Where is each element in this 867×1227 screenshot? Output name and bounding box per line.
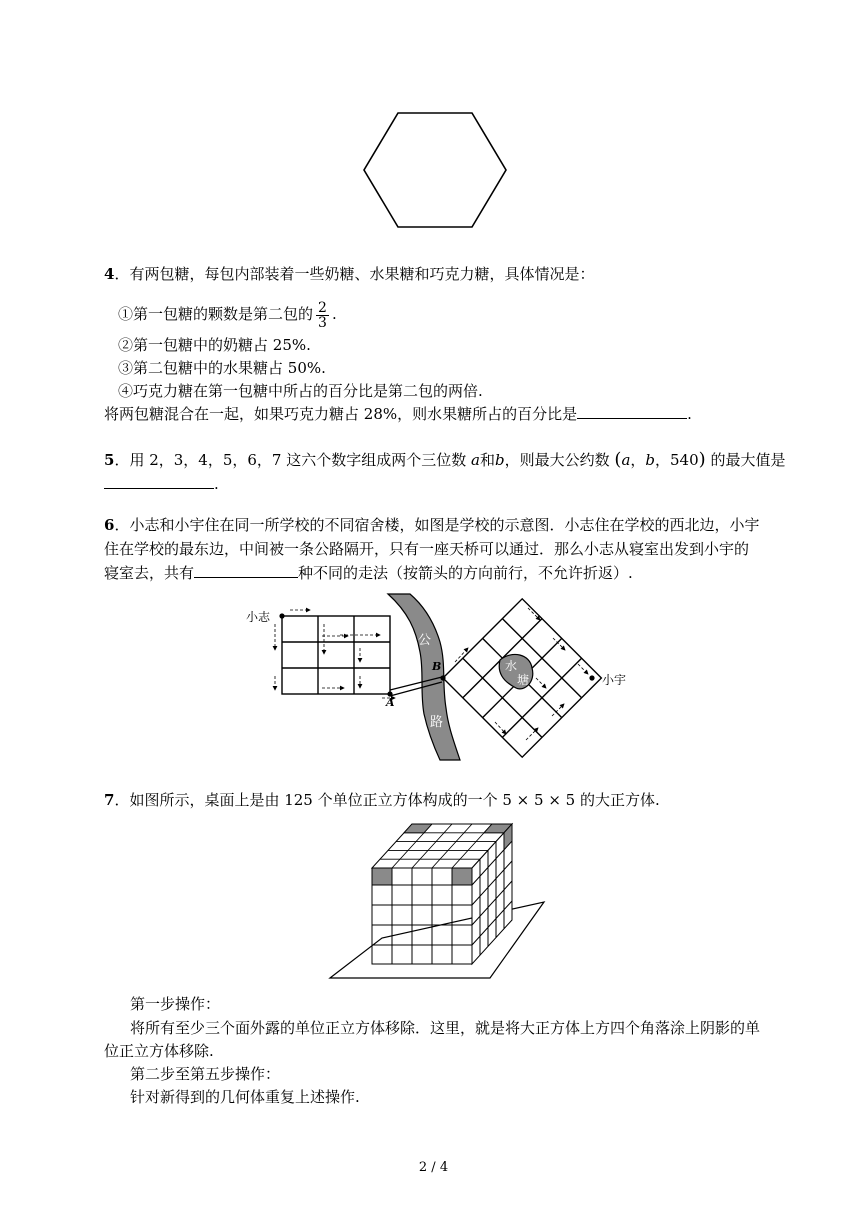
label-point-b: B <box>432 660 442 673</box>
q4-condition-3: ③第二包糖中的水果糖占 50%. <box>118 359 326 377</box>
q7-step1-title: 第一步操作： <box>130 995 221 1013</box>
q7-step2-title: 第二步至第五步操作： <box>130 1065 281 1083</box>
q5-text: 5．用 2，3，4，5，6，7 这六个数字组成两个三位数 a和b，则最大公约数 (a，b，540) 的最大值是 <box>104 449 786 470</box>
q5-answer-blank[interactable] <box>104 474 214 489</box>
q4-answer-blank[interactable] <box>577 404 687 419</box>
q5-answer-line: . <box>104 474 219 494</box>
q7-intro: 7．如图所示，桌面上是由 125 个单位正立方体构成的一个 5 × 5 × 5 的大正方体. <box>104 791 660 809</box>
q6-line-1: 6．小志和小宇住在同一所学校的不同宿舍楼，如图是学校的示意图．小志住在学校的西北边，小宇 <box>104 516 760 534</box>
q4-number: 4 <box>104 265 115 283</box>
left-grid-arrows <box>275 610 395 698</box>
label-pond-2: 塘 <box>517 673 530 687</box>
fraction-two-thirds: $\frac{2}{3}$ <box>318 299 327 331</box>
road <box>388 594 460 760</box>
label-pond-1: 水 <box>505 659 518 673</box>
cube-figure <box>326 820 551 982</box>
label-road-1: 公 <box>418 633 432 648</box>
left-grid <box>282 616 390 694</box>
label-xiaoyu: 小宇 <box>602 673 627 687</box>
q4-condition-2: ②第一包糖中的奶糖占 25%. <box>118 336 311 354</box>
q6-line-2: 住在学校的最东边，中间被一条公路隔开，只有一座天桥可以通过．那么小志从寝室出发到小宇的 <box>104 540 750 558</box>
label-road-2: 路 <box>430 715 444 730</box>
hexagon-figure <box>360 108 510 233</box>
q4-intro: 4．有两包糖，每包内部装着一些奶糖、水果糖和巧克力糖，具体情况是： <box>104 265 595 283</box>
q7-step2-text: 针对新得到的几何体重复上述操作. <box>130 1088 360 1106</box>
q7-step1-text-a: 将所有至少三个面外露的单位正立方体移除．这里，就是将大正方体上方四个角落涂上阴影的单 <box>130 1019 761 1037</box>
q7-step1-text-b: 位正立方体移除. <box>104 1042 214 1060</box>
hexagon-shape <box>364 113 506 227</box>
q4-question: 将两包糖混合在一起，如果巧克力糖占 28%，则水果糖所占的百分比是 . <box>104 405 692 423</box>
school-map-figure <box>240 592 640 762</box>
label-point-a: A <box>386 696 395 709</box>
q4-condition-1: ①第一包糖的颗数是第二包的 $\frac{2}{3}$ . <box>118 299 337 331</box>
label-xiaozhi: 小志 <box>246 610 271 624</box>
q6-answer-blank[interactable] <box>194 563 298 578</box>
page-number: 2 / 4 <box>418 1160 449 1175</box>
q4-condition-4: ④巧克力糖在第一包糖中所占的百分比是第二包的两倍. <box>118 382 483 400</box>
q6-line-3: 寝室去，共有 种不同的走法（按箭头的方向前行，不允许折返）. <box>104 564 633 582</box>
